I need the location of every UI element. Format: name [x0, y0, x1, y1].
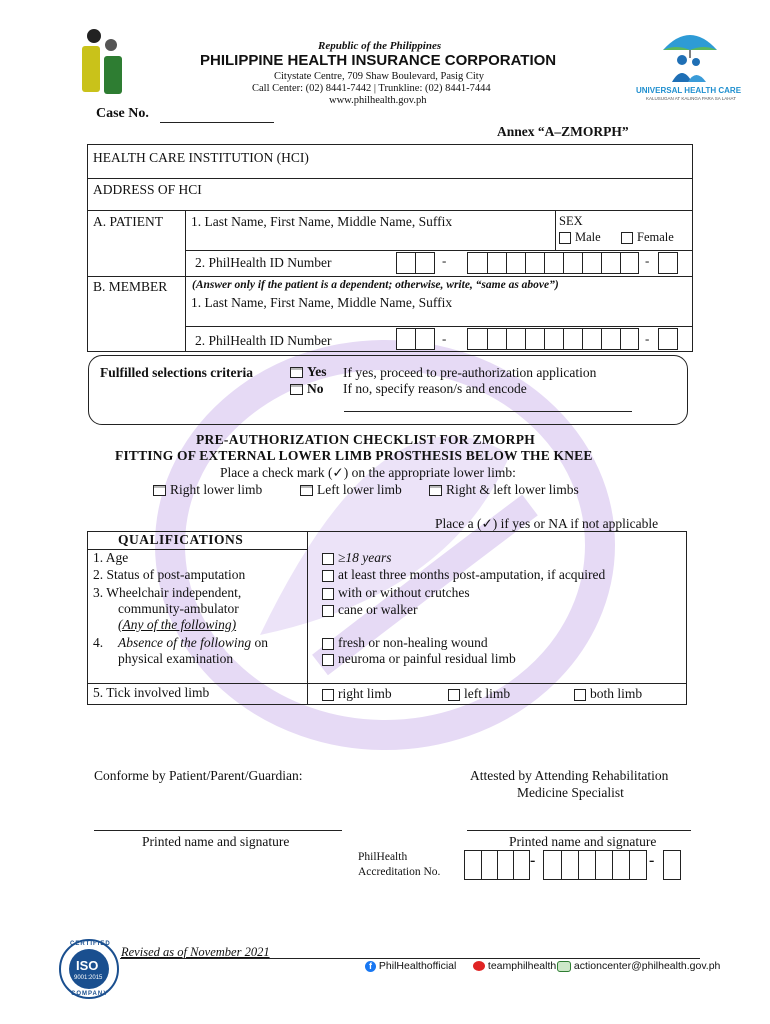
q-absence-num: 4.: [93, 635, 104, 650]
yes-checkbox[interactable]: [290, 367, 303, 378]
corp-contacts: Call Center: (02) 8441-7442 | Trunkline: (02) 8441-7444: [252, 83, 491, 94]
member-id-dash-1: -: [442, 331, 447, 346]
patient-id-box-2[interactable]: [467, 252, 639, 274]
checklist-title-2: FITTING OF EXTERNAL LOWER LIMB PROSTHESIS BELOW THE KNEE: [115, 448, 593, 463]
q-wheelchair-2: community-ambulator: [118, 601, 239, 616]
a-left-limb[interactable]: left limb: [448, 686, 510, 702]
male-checkbox[interactable]: [559, 232, 571, 244]
a-cane[interactable]: cane or walker: [322, 602, 417, 618]
left-limb-checkbox[interactable]: [448, 689, 460, 701]
philhealth-logo: [78, 28, 126, 100]
patient-id-dash-1: -: [442, 253, 447, 268]
accreditation-dash-1: -: [530, 852, 536, 869]
corp-address: Citystate Centre, 709 Shaw Boulevard, Pasig City: [274, 71, 484, 82]
checklist-title-1: PRE-AUTHORIZATION CHECKLIST FOR ZMORPH: [196, 432, 536, 447]
reason-field[interactable]: [344, 411, 632, 412]
footer-youtube[interactable]: teamphilhealth: [473, 960, 556, 972]
patient-id-dash-2: -: [645, 253, 650, 268]
member-label: B. MEMBER: [93, 279, 168, 294]
a-age[interactable]: ≥18 years: [322, 550, 392, 566]
footer-email[interactable]: actioncenter@philhealth.gov.ph: [557, 960, 720, 972]
age-checkbox[interactable]: [322, 553, 334, 565]
footer-facebook[interactable]: f PhilHealthofficial: [365, 960, 456, 972]
iso-company: COMPANY: [71, 991, 109, 997]
q-involved-limb: 5. Tick involved limb: [93, 685, 210, 700]
opt-both-lower-limbs[interactable]: Right & left lower limbs: [429, 482, 579, 498]
accreditation-box-3[interactable]: [663, 850, 681, 880]
corp-website: www.philhealth.gov.ph: [329, 95, 427, 106]
annex-label: Annex “A–ZMORPH”: [497, 124, 629, 139]
hci-address-label: ADDRESS OF HCI: [93, 182, 202, 197]
patient-id-box-1[interactable]: [396, 252, 435, 274]
status-checkbox[interactable]: [322, 570, 334, 582]
iso-label: ISO: [76, 958, 99, 973]
criteria-no-text: If no, specify reason/s and encode: [343, 381, 527, 396]
criteria-no-option[interactable]: No: [290, 381, 324, 397]
hci-field[interactable]: [330, 146, 685, 176]
a-neuroma[interactable]: neuroma or painful residual limb: [322, 651, 516, 667]
a-right-limb[interactable]: right limb: [322, 686, 392, 702]
no-checkbox[interactable]: [290, 384, 303, 395]
a-wound[interactable]: fresh or non-healing wound: [322, 635, 488, 651]
q-wheelchair: 3. Wheelchair independent,: [93, 585, 242, 600]
right-limb-checkbox[interactable]: [322, 689, 334, 701]
a-both-limb[interactable]: both limb: [574, 686, 642, 702]
a-status[interactable]: at least three months post-amputation, if acquired: [322, 567, 605, 583]
hci-address-field[interactable]: [230, 180, 685, 208]
criteria-yes-option[interactable]: Yes: [290, 364, 327, 380]
neuroma-checkbox[interactable]: [322, 654, 334, 666]
youtube-icon: [473, 961, 485, 971]
case-no-field[interactable]: [160, 122, 274, 123]
a-crutches[interactable]: with or without crutches: [322, 585, 470, 601]
q-absence: Absence of the following on: [118, 635, 268, 650]
conforme-label: Conforme by Patient/Parent/Guardian:: [94, 768, 303, 783]
patient-label: A. PATIENT: [93, 214, 164, 229]
q-status: 2. Status of post-amputation: [93, 567, 246, 582]
accreditation-label-2: Accreditation No.: [358, 866, 441, 878]
uhc-logo: [660, 24, 720, 84]
opt-right-lower-limb[interactable]: Right lower limb: [153, 482, 262, 498]
crutches-checkbox[interactable]: [322, 588, 334, 600]
facebook-icon: f: [365, 961, 376, 972]
both-limb-checkbox[interactable]: [574, 689, 586, 701]
patient-id-label: 2. PhilHealth ID Number: [195, 255, 332, 270]
accreditation-box-1[interactable]: [464, 850, 530, 880]
right-lower-limb-checkbox[interactable]: [153, 485, 166, 496]
email-icon: [557, 961, 571, 972]
specialist-signature-line[interactable]: [467, 830, 691, 831]
left-lower-limb-checkbox[interactable]: [300, 485, 313, 496]
uhc-subtitle: KALUSUGAN AT KALINGA PARA SA LAHAT: [646, 96, 736, 101]
wound-checkbox[interactable]: [322, 638, 334, 650]
checklist-instruction: Place a check mark (✓) on the appropriate lower limb:: [220, 465, 516, 480]
female-checkbox[interactable]: [621, 232, 633, 244]
sex-label: SEX: [559, 214, 583, 228]
iso-number: 9001:2015: [74, 975, 103, 981]
attested-label-2: Medicine Specialist: [517, 785, 624, 800]
printed-name-1: Printed name and signature: [142, 834, 290, 849]
opt-left-lower-limb[interactable]: Left lower limb: [300, 482, 402, 498]
member-id-box-3[interactable]: [658, 328, 678, 350]
sex-male-option[interactable]: Male: [559, 230, 601, 245]
member-name-label: 1. Last Name, First Name, Middle Name, Suffix: [191, 295, 453, 310]
member-id-label: 2. PhilHealth ID Number: [195, 333, 332, 348]
republic-line: Republic of the Philippines: [318, 40, 442, 52]
case-no-label: Case No.: [96, 106, 149, 121]
accreditation-dash-2: -: [649, 852, 655, 869]
accreditation-box-2[interactable]: [543, 850, 647, 880]
q-age: 1. Age: [93, 550, 129, 565]
place-note: Place a (✓) if yes or NA if not applicable: [435, 516, 659, 531]
criteria-label: Fulfilled selections criteria: [100, 365, 253, 380]
member-id-dash-2: -: [645, 331, 650, 346]
member-id-box-1[interactable]: [396, 328, 435, 350]
both-lower-limbs-checkbox[interactable]: [429, 485, 442, 496]
patient-signature-line[interactable]: [94, 830, 342, 831]
cane-checkbox[interactable]: [322, 605, 334, 617]
iso-certified: CERTIFIED: [70, 941, 111, 947]
uhc-title: UNIVERSAL HEALTH CARE: [636, 86, 742, 95]
patient-id-box-3[interactable]: [658, 252, 678, 274]
q-wheelchair-3: (Any of the following): [118, 617, 237, 632]
member-id-box-2[interactable]: [467, 328, 639, 350]
corp-name: PHILIPPINE HEALTH INSURANCE CORPORATION: [200, 52, 557, 69]
accreditation-label-1: PhilHealth: [358, 851, 408, 863]
sex-female-option[interactable]: Female: [621, 230, 674, 245]
printed-name-2: Printed name and signature: [509, 834, 657, 849]
criteria-yes-text: If yes, proceed to pre-authorization application: [343, 365, 597, 380]
patient-name-label: 1. Last Name, First Name, Middle Name, Suffix: [191, 214, 453, 229]
attested-label-1: Attested by Attending Rehabilitation: [470, 768, 669, 783]
member-note: (Answer only if the patient is a dependent; otherwise, write, “same as above”): [192, 279, 559, 291]
qualifications-header: QUALIFICATIONS: [118, 532, 244, 547]
q-absence-2: physical examination: [118, 651, 234, 666]
revised-date: Revised as of November 2021: [121, 945, 270, 959]
hci-label: HEALTH CARE INSTITUTION (HCI): [93, 150, 309, 165]
